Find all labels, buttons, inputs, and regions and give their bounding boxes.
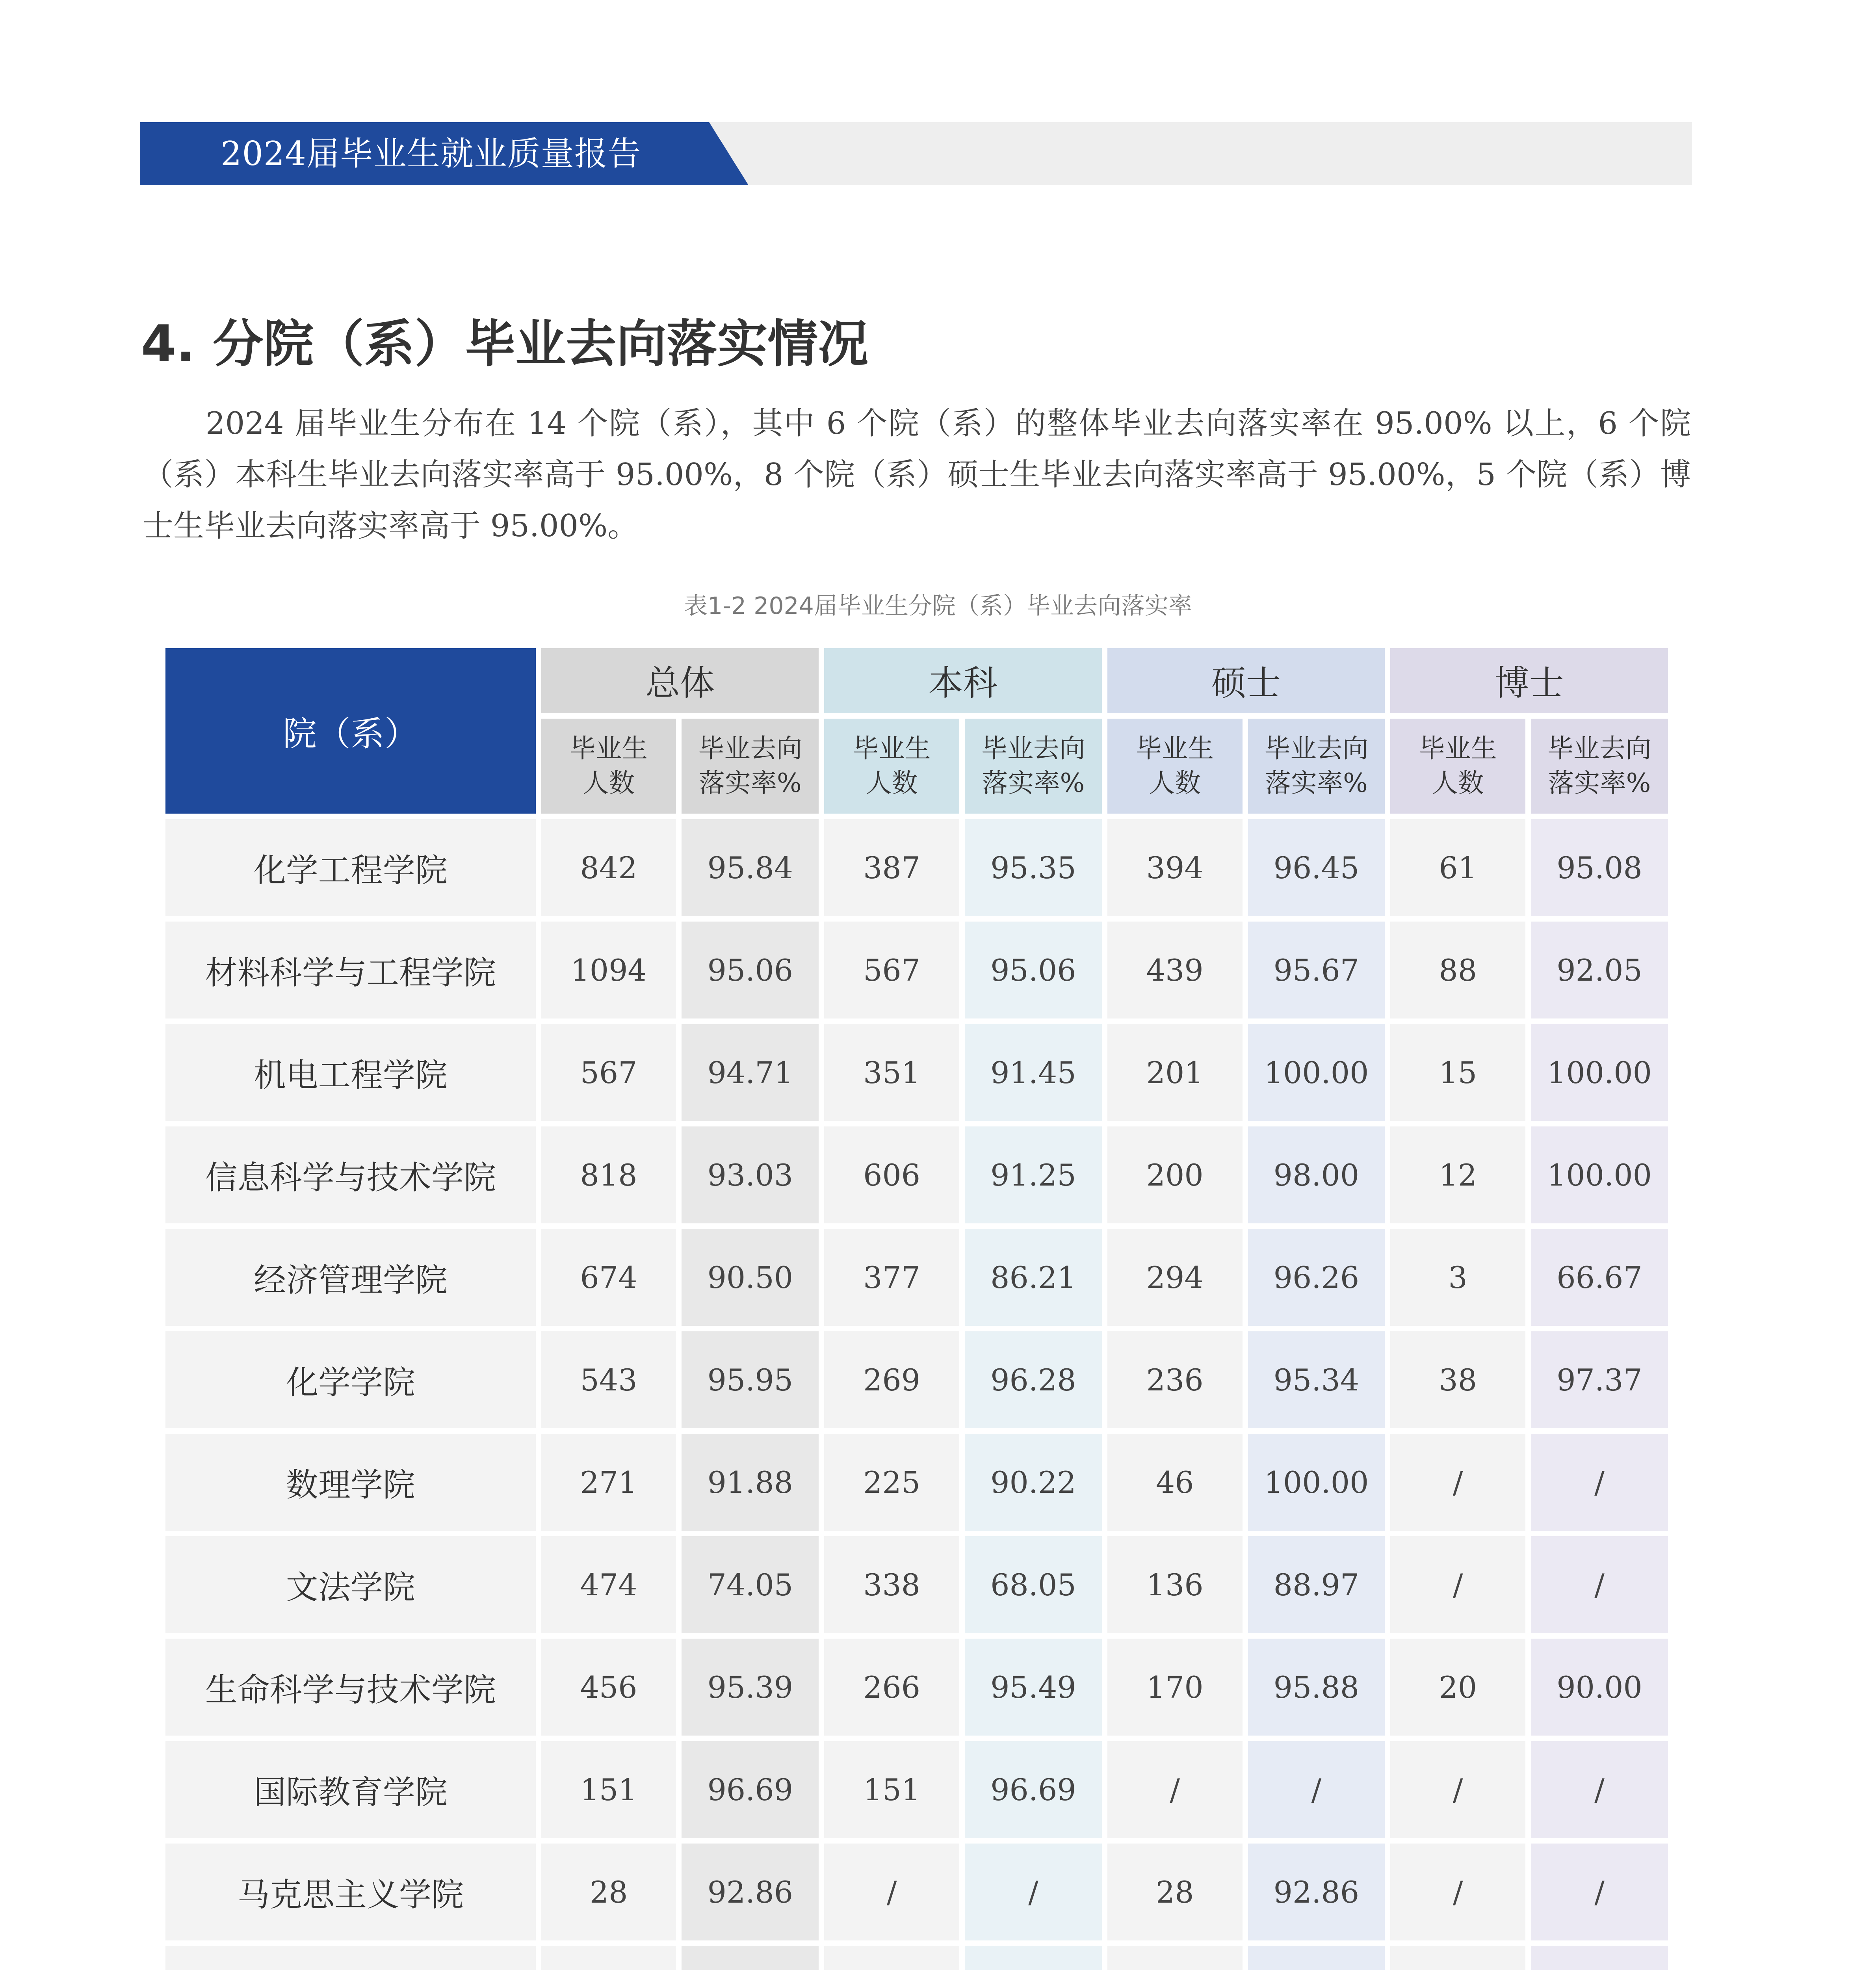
rate-cell-undergrad: 86.21 — [965, 1229, 1102, 1326]
rate-cell-master: 88.97 — [1248, 1536, 1385, 1633]
dept-name-cell: 文法学院 — [165, 1536, 536, 1633]
rate-cell-total: 95.06 — [682, 922, 819, 1018]
sub-header-doctor-rate: 毕业去向 落实率% — [1531, 719, 1668, 814]
table-row — [165, 1024, 1668, 1121]
count-cell-total: 543 — [541, 1331, 676, 1428]
rate-cell-doctor: 92.05 — [1531, 922, 1668, 1018]
count-cell-total — [541, 1946, 676, 1970]
count-cell-master: / — [1107, 1741, 1243, 1838]
count-cell-doctor: 20 — [1390, 1639, 1525, 1736]
report-title: 2024届毕业生就业质量报告 — [221, 134, 641, 173]
rate-cell-master: 96.26 — [1248, 1229, 1385, 1326]
rate-cell-total: 90.50 — [682, 1229, 819, 1326]
count-cell-undergrad: / — [824, 1844, 959, 1940]
count-cell-master: 201 — [1107, 1024, 1243, 1121]
rate-cell-undergrad: 68.05 — [965, 1536, 1102, 1633]
employment-rate-table — [160, 643, 1674, 1970]
rate-cell-undergrad: 95.49 — [965, 1639, 1102, 1736]
table-row — [165, 1844, 1668, 1940]
rate-cell-total: 95.84 — [682, 819, 819, 916]
rate-cell-doctor: / — [1531, 1434, 1668, 1531]
table-row — [165, 1639, 1668, 1736]
sub-header-undergrad-count: 毕业生 人数 — [824, 719, 959, 814]
table-row — [165, 1946, 1668, 1970]
count-cell-doctor: 61 — [1390, 819, 1525, 916]
dept-column-header: 院（系） — [165, 648, 536, 814]
rate-cell-undergrad: 96.28 — [965, 1331, 1102, 1428]
rate-cell-total — [682, 1946, 819, 1970]
count-cell-master: 28 — [1107, 1844, 1243, 1940]
count-cell-total: 674 — [541, 1229, 676, 1326]
count-cell-undergrad: 606 — [824, 1126, 959, 1223]
rate-cell-doctor: / — [1531, 1844, 1668, 1940]
rate-cell-undergrad: / — [965, 1844, 1102, 1940]
rate-cell-undergrad: 91.25 — [965, 1126, 1102, 1223]
rate-cell-undergrad: 90.22 — [965, 1434, 1102, 1531]
dept-name-cell: 材料科学与工程学院 — [165, 922, 536, 1018]
count-cell-master: 394 — [1107, 819, 1243, 916]
count-cell-total: 842 — [541, 819, 676, 916]
rate-cell-total: 92.86 — [682, 1844, 819, 1940]
rate-cell-doctor: 66.67 — [1531, 1229, 1668, 1326]
count-cell-total: 271 — [541, 1434, 676, 1531]
dept-name-cell: 经济管理学院 — [165, 1229, 536, 1326]
count-cell-doctor: 38 — [1390, 1331, 1525, 1428]
rate-cell-undergrad — [965, 1946, 1102, 1970]
count-cell-master: 200 — [1107, 1126, 1243, 1223]
count-cell-doctor: 15 — [1390, 1024, 1525, 1121]
count-cell-master: 170 — [1107, 1639, 1243, 1736]
group-header-total: 总体 — [541, 648, 819, 713]
dept-name-cell — [165, 1946, 536, 1970]
group-header-master: 硕士 — [1107, 648, 1385, 713]
count-cell-doctor — [1390, 1946, 1525, 1970]
rate-cell-total: 91.88 — [682, 1434, 819, 1531]
rate-cell-doctor: / — [1531, 1741, 1668, 1838]
rate-cell-total: 74.05 — [682, 1536, 819, 1633]
count-cell-master — [1107, 1946, 1243, 1970]
dept-name-cell: 国际教育学院 — [165, 1741, 536, 1838]
sub-header-total-rate: 毕业去向 落实率% — [682, 719, 819, 814]
sub-header-master-rate: 毕业去向 落实率% — [1248, 719, 1385, 814]
rate-cell-total: 93.03 — [682, 1126, 819, 1223]
count-cell-master: 46 — [1107, 1434, 1243, 1531]
rate-cell-master: 100.00 — [1248, 1024, 1385, 1121]
rate-cell-doctor: 97.37 — [1531, 1331, 1668, 1428]
rate-cell-doctor: 90.00 — [1531, 1639, 1668, 1736]
table-row — [165, 819, 1668, 916]
count-cell-total: 474 — [541, 1536, 676, 1633]
rate-cell-master: 100.00 — [1248, 1434, 1385, 1531]
rate-cell-master: / — [1248, 1741, 1385, 1838]
intro-paragraph: 2024 届毕业生分布在 14 个院（系），其中 6 个院（系）的整体毕业去向落实率在 95.00% 以上，6 个院（系）本科生毕业去向落实率高于 95.00%，8 个院（系）硕士生毕业去向落实率高于 95.00%，5 个院（系）博士生毕业去向落实率高于 95.00%。 — [143, 406, 1691, 544]
dept-name-cell: 化学工程学院 — [165, 819, 536, 916]
sub-header-undergrad-rate: 毕业去向 落实率% — [965, 719, 1102, 814]
count-cell-undergrad: 377 — [824, 1229, 959, 1326]
table-row — [165, 1126, 1668, 1223]
rate-cell-master: 95.88 — [1248, 1639, 1385, 1736]
rate-cell-undergrad: 91.45 — [965, 1024, 1102, 1121]
sub-header-doctor-count: 毕业生 人数 — [1390, 719, 1525, 814]
rate-cell-master: 95.67 — [1248, 922, 1385, 1018]
sub-header-total-count: 毕业生 人数 — [541, 719, 676, 814]
count-cell-undergrad: 338 — [824, 1536, 959, 1633]
count-cell-doctor: / — [1390, 1536, 1525, 1633]
count-cell-total: 456 — [541, 1639, 676, 1736]
count-cell-master: 236 — [1107, 1331, 1243, 1428]
count-cell-undergrad: 351 — [824, 1024, 959, 1121]
table-row — [165, 1434, 1668, 1531]
count-cell-total: 151 — [541, 1741, 676, 1838]
count-cell-undergrad: 151 — [824, 1741, 959, 1838]
count-cell-doctor: 88 — [1390, 922, 1525, 1018]
count-cell-doctor: 3 — [1390, 1229, 1525, 1326]
dept-name-cell: 机电工程学院 — [165, 1024, 536, 1121]
group-header-undergrad: 本科 — [824, 648, 1102, 713]
table-row — [165, 922, 1668, 1018]
count-cell-doctor: 12 — [1390, 1126, 1525, 1223]
count-cell-doctor: / — [1390, 1844, 1525, 1940]
rate-cell-undergrad: 95.06 — [965, 922, 1102, 1018]
rate-cell-master: 95.34 — [1248, 1331, 1385, 1428]
rate-cell-master: 96.45 — [1248, 819, 1385, 916]
count-cell-master: 439 — [1107, 922, 1243, 1018]
count-cell-master: 294 — [1107, 1229, 1243, 1326]
dept-name-cell: 化学学院 — [165, 1331, 536, 1428]
table-row — [165, 1229, 1668, 1326]
count-cell-undergrad: 567 — [824, 922, 959, 1018]
table-row — [165, 1741, 1668, 1838]
count-cell-master: 136 — [1107, 1536, 1243, 1633]
sub-header-master-count: 毕业生 人数 — [1107, 719, 1243, 814]
count-cell-doctor: / — [1390, 1741, 1525, 1838]
rate-cell-master: 92.86 — [1248, 1844, 1385, 1940]
rate-cell-total: 95.39 — [682, 1639, 819, 1736]
count-cell-total: 567 — [541, 1024, 676, 1121]
table-row — [165, 1331, 1668, 1428]
section-heading: 4. 分院（系）毕业去向落实情况 — [141, 315, 869, 374]
count-cell-undergrad: 387 — [824, 819, 959, 916]
rate-cell-undergrad: 95.35 — [965, 819, 1102, 916]
group-header-doctor: 博士 — [1390, 648, 1668, 713]
rate-cell-master — [1248, 1946, 1385, 1970]
count-cell-total: 818 — [541, 1126, 676, 1223]
rate-cell-doctor: 95.08 — [1531, 819, 1668, 916]
rate-cell-total: 96.69 — [682, 1741, 819, 1838]
dept-name-cell: 生命科学与技术学院 — [165, 1639, 536, 1736]
rate-cell-total: 94.71 — [682, 1024, 819, 1121]
rate-cell-undergrad: 96.69 — [965, 1741, 1102, 1838]
count-cell-doctor: / — [1390, 1434, 1525, 1531]
rate-cell-master: 98.00 — [1248, 1126, 1385, 1223]
count-cell-undergrad: 269 — [824, 1331, 959, 1428]
dept-name-cell: 数理学院 — [165, 1434, 536, 1531]
count-cell-undergrad: 266 — [824, 1639, 959, 1736]
table-caption: 表1-2 2024届毕业生分院（系）毕业去向落实率 — [684, 592, 1192, 620]
rate-cell-doctor: / — [1531, 1536, 1668, 1633]
dept-name-cell: 信息科学与技术学院 — [165, 1126, 536, 1223]
rate-cell-doctor: 100.00 — [1531, 1126, 1668, 1223]
rate-cell-total: 95.95 — [682, 1331, 819, 1428]
count-cell-total: 28 — [541, 1844, 676, 1940]
count-cell-undergrad — [824, 1946, 959, 1970]
rate-cell-doctor — [1531, 1946, 1668, 1970]
count-cell-undergrad: 225 — [824, 1434, 959, 1531]
rate-cell-doctor: 100.00 — [1531, 1024, 1668, 1121]
table-row — [165, 1536, 1668, 1633]
table-container — [165, 648, 1668, 1970]
dept-name-cell: 马克思主义学院 — [165, 1844, 536, 1940]
count-cell-total: 1094 — [541, 922, 676, 1018]
